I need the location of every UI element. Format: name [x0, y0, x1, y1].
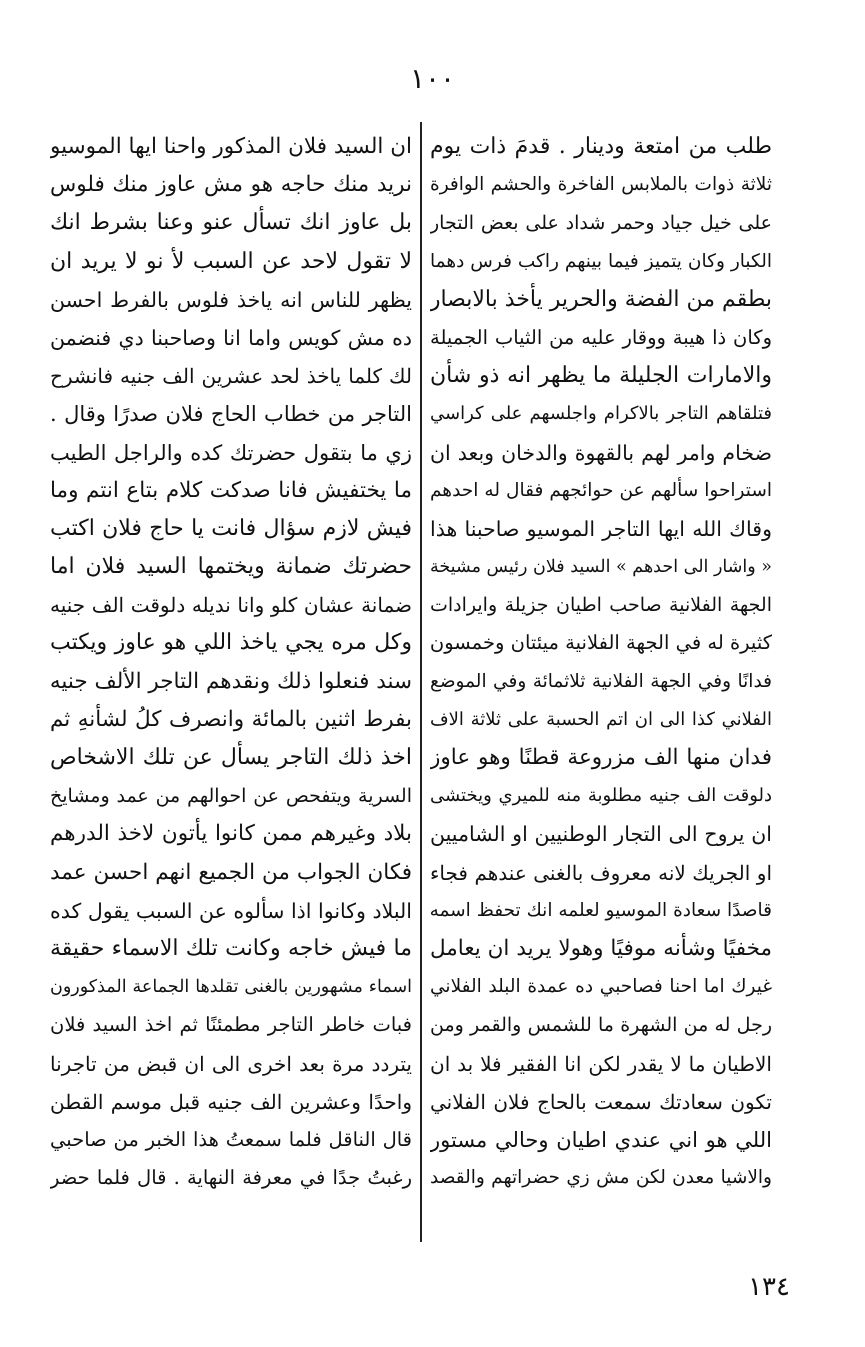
left-column-line: اسماء مشهورين بالغنى تقلدها الجماعة المذكورون — [50, 977, 412, 998]
right-column-line: طلب من امتعة ودينار . قدمَ ذات يوم — [430, 134, 772, 159]
right-column-line: فتلقاهم التاجر بالاكرام واجلسهم على كراسي — [430, 403, 772, 425]
left-column-line: فيش لازم سؤال فانت يا حاج فلان اكتب — [50, 515, 412, 541]
left-column-line: اخذ ذلك التاجر يسأل عن تلك الاشخاص — [50, 745, 412, 770]
right-column-line: الاطيان ما لا يقدر لكن انا الفقير فلا بد ان — [430, 1051, 772, 1076]
left-column-line: وكل مره يجي ياخذ اللي هو عاوز ويكتب — [50, 630, 412, 656]
right-column-line: ثلاثة ذوات بالملابس الفاخرة والحشم الوافرة — [430, 174, 772, 196]
right-column-line: كثيرة له في الجهة الفلانية ميئتان وخمسون — [430, 631, 772, 655]
left-text-column — [50, 128, 412, 1197]
footer-page-number: ١٣٤ — [748, 1272, 790, 1302]
left-column-line: بلاد وغيرهم ممن كانوا يأتون لاخذ الدرهم — [50, 821, 412, 847]
column-divider — [420, 122, 422, 1242]
left-column-line: لك كلما ياخذ لحد عشرين الف جنيه فانشرح — [50, 364, 412, 389]
right-column-line: ضخام وامر لهم بالقهوة والدخان وبعد ان — [430, 440, 772, 465]
right-column-line: او الجريك لانه معروف بالغنى عندهم فجاء — [430, 860, 772, 885]
left-column-line: ما يختفيش فانا صدكت كلام بتاع انتم وما — [50, 477, 412, 503]
left-column-line: رغبتُ جدًا في معرفة النهاية . قال فلما حضر — [50, 1166, 412, 1190]
left-column-line: بل عاوز انك تسأل عنو وعنا بشرط انك — [50, 210, 412, 236]
right-column-line: والاشيا معدن لكن مش زي حضراتهم والقصد — [430, 1167, 772, 1189]
left-column-line: لا تقول لاحد عن السبب لأ نو لا يريد ان — [50, 248, 412, 274]
right-column-line: تكون سعادتك سمعت بالحاج فلان الفلاني — [430, 1089, 772, 1114]
right-column-line: فدانًا وفي الجهة الفلانية ثلاثمائة وفي الموضع — [430, 670, 772, 692]
right-column-line: الكبار وكان يتميز فيما بينهم راكب فرس دهما — [430, 250, 772, 272]
right-column-line: مخفيًا وشأنه موفيًا وهولا يريد ان يعامل — [430, 935, 772, 961]
right-column-line: بطقم من الفضة والحرير يأخذ بالابصار — [430, 286, 772, 312]
left-column-line: ما فيش خاجه وكانت تلك الاسماء حقيقة — [50, 935, 412, 961]
left-column-line: ضمانة عشان كلو وانا نديله دلوقت الف جنيه — [50, 593, 412, 618]
left-column-line: يظهر للناس انه ياخذ فلوس بالفرط احسن — [50, 287, 412, 312]
right-column-line: قاصدًا سعادة الموسيو لعلمه انك تحفظ اسمه — [430, 899, 772, 921]
right-text-column — [430, 128, 772, 1197]
right-column-line: وقاك الله ايها التاجر الموسيو صاحبنا هذا — [430, 516, 772, 541]
left-column-line: البلاد وكانوا اذا سألوه عن السبب يقول كده — [50, 898, 412, 923]
right-column-line: غيرك اما احنا فصاحبي ده عمدة البلد الفلاني — [430, 976, 772, 998]
right-column-line: ان يروح الى التجار الوطنيين او الشاميين — [430, 822, 772, 847]
right-column-line: على خيل جياد وحمر شداد على بعض التجار — [430, 212, 772, 235]
left-column-line: قال الناقل فلما سمعتُ هذا الخبر من صاحبي — [50, 1127, 412, 1151]
right-column-line: دلوقت الف جنيه مطلوبة منه للميري ويختشى — [430, 785, 772, 807]
left-column-line: زي ما بتقول حضرتك كده والراجل الطيب — [50, 440, 412, 465]
left-column-line: فكان الجواب من الجميع انهم احسن عمد — [50, 859, 412, 885]
left-column-line: بفرط اثنين بالمائة وانصرف كلُ لشأنهِ ثم — [50, 706, 412, 732]
right-column-line: استراحوا سألهم عن حوائجهم فقال له احدهم — [430, 479, 772, 501]
left-column-line: سند فنعلوا ذلك ونقدهم التاجر الألف جنيه — [50, 668, 412, 694]
right-column-line: والامارات الجليلة ما يظهر انه ذو شأن — [430, 363, 772, 389]
left-column-line: فبات خاطر التاجر مطمئنًا ثم اخذ السيد فلان — [50, 1013, 412, 1037]
left-column-line: السرية ويتفحص عن احوالهم من عمد ومشايخ — [50, 785, 412, 808]
left-column-line: يتردد مرة بعد اخرى الى ان قبض من تاجرنا — [50, 1051, 412, 1076]
right-column-line: « واشار الى احدهم » السيد فلان رئيس مشيخة — [430, 557, 772, 578]
right-column-line: وكان ذا هيبة ووقار عليه من الثياب الجميلة — [430, 325, 772, 349]
right-column-line: اللي هو اني عندي اطيان وحالي مستور — [430, 1127, 772, 1152]
left-column-line: التاجر من خطاب الحاج فلان صدرًا وقال . — [50, 402, 412, 427]
left-column-line: نريد منك حاجه هو مش عاوز منك فلوس — [50, 172, 412, 198]
right-column-line: الجهة الفلانية صاحب اطيان جزيلة وايرادات — [430, 594, 772, 617]
right-column-line: رجل له من الشهرة ما للشمس والقمر ومن — [430, 1014, 772, 1037]
left-column-line: حضرتك ضمانة ويختمها السيد فلان اما — [50, 554, 412, 580]
right-column-line: الفلاني كذا الى ان اتم الحسبة على ثلاثة الاف — [430, 708, 772, 730]
page-number: ١٠٠ — [409, 62, 456, 95]
left-column-line: واحدًا وعشرين الف جنيه قبل موسم القطن — [50, 1089, 412, 1114]
left-column-line: ده مش كويس واما انا وصاحبنا دي فنضمن — [50, 325, 412, 350]
left-column-line: ان السيد فلان المذكور واحنا ايها الموسيو — [50, 134, 412, 159]
right-column-line: فدان منها الف مزروعة قطنًا وهو عاوز — [430, 745, 772, 770]
